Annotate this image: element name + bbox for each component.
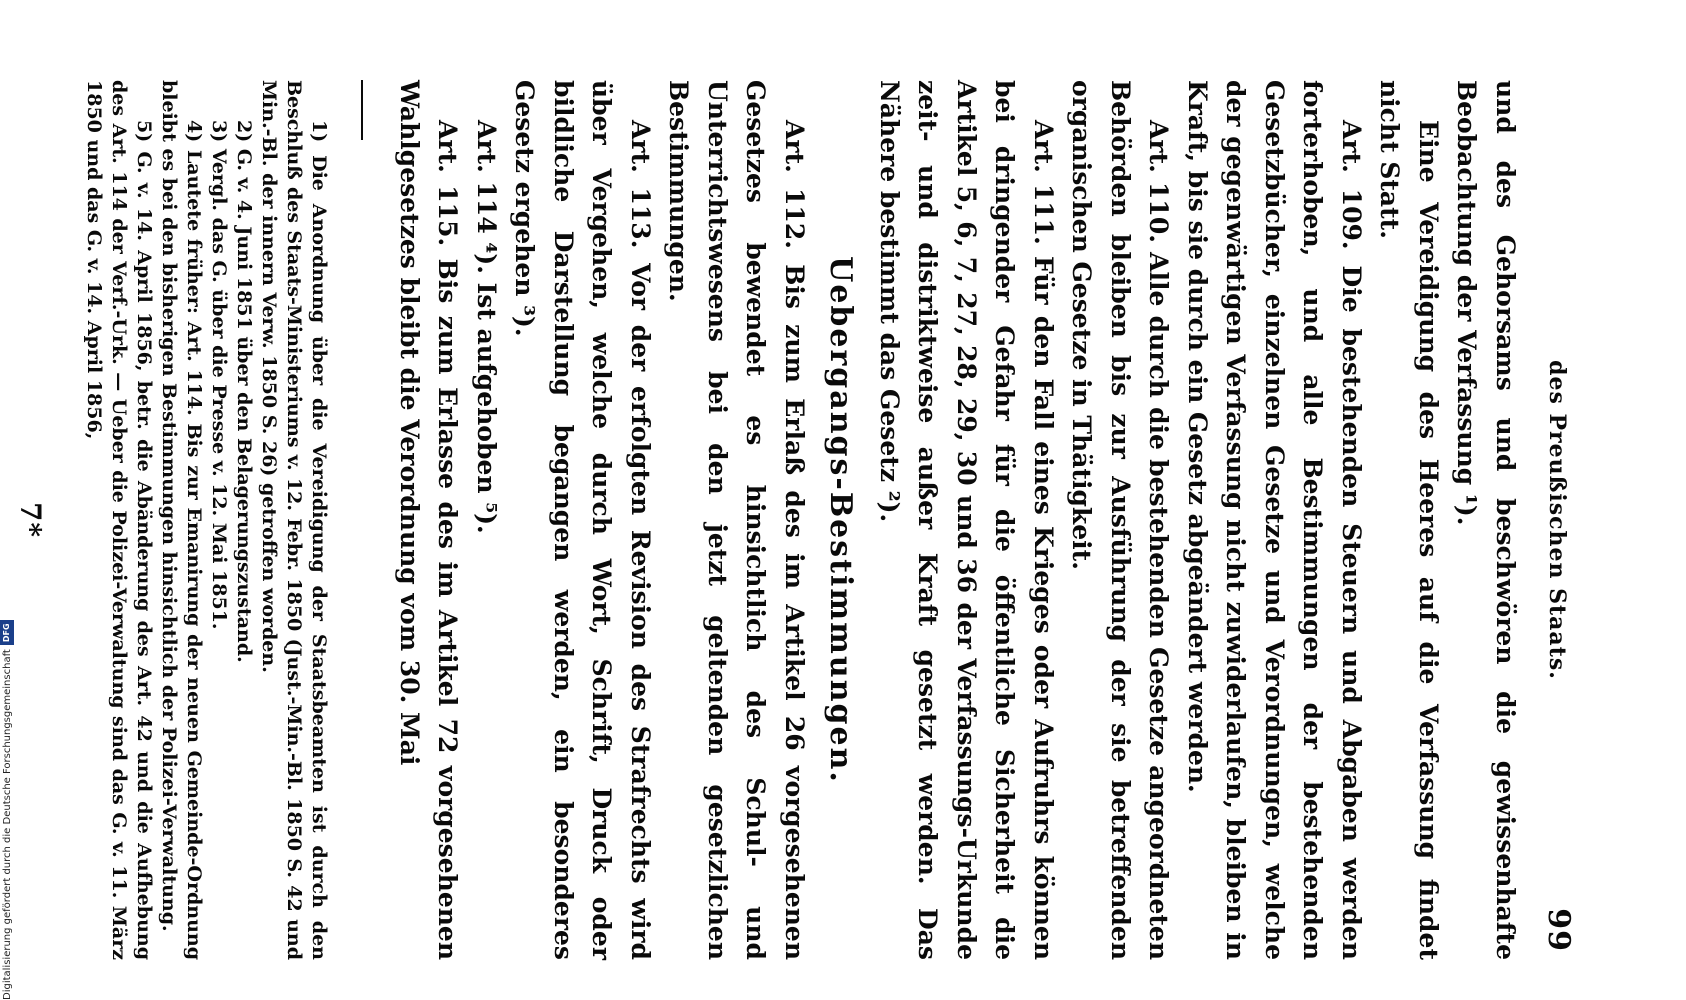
paragraph-army-oath: Eine Vereidigung des Heeres auf die Verfassung findet nicht Statt. [1375, 80, 1443, 960]
paragraph-oath-end: und des Gehorsams und beschwören die gewissenhafte Beobachtung der Verfassung ¹). [1452, 80, 1520, 960]
sheet-signature: 7* [14, 501, 48, 539]
dfg-logo-icon: DFG [0, 620, 14, 645]
article-115: Art. 115. Bis zum Erlasse des im Artikel 72 vorgesehenen Wahlgesetzes bleibt die Verordnung vom 30. Mai [395, 80, 463, 960]
article-113: Art. 113. Vor der erfolgten Revision des Strafrechts wird über Vergehen, welche durch Wort, Schrift, Druck oder bildliche Darstellung begangen werden, ein besonderes Gesetz ergehen ³). [510, 80, 655, 960]
footnote-1: 1) Die Anordnung über die Vereidigung der Staatsbeamten ist durch den Beschluß des Staats-Ministeriums v. 12. Febr. 1850 (Just.-Min.-Bl. 1850 S. 42 und Min.-Bl. der innern Verw. 1850 S. 26) getroffen worden. [258, 80, 331, 960]
article-112: Art. 112. Bis zum Erlaß des im Artikel 26 vorgesehenen Gesetzes bewendet es hinsichtlich des Schul- und Unterrichtswesens bei den jetzt geltenden gesetzlichen Bestimmungen. [664, 80, 809, 960]
footnotes [82, 80, 332, 960]
article-109: Art. 109. Die bestehenden Steuern und Abgaben werden forterhoben, und alle Bestimmungen der bestehenden Gesetzbücher, einzelnen Gesetze und Verordnungen, welche der gegenwärtigen Verfassung nicht zuwiderlaufen, bleiben in Kraft, bis sie durch ein Gesetz abgeändert werden. [1183, 80, 1366, 960]
book-page [14, 80, 1580, 960]
running-title: des Preußischen Staats. [1544, 360, 1570, 680]
footnote-3: 3) Vergl. das G. über die Presse v. 12. Mai 1851. [208, 120, 231, 630]
rotated-print [14, 80, 1580, 960]
article-111: Art. 111. Für den Fall eines Krieges oder Aufruhrs können bei dringender Gefahr für die öffentliche Sicherheit die Artikel 5, 6, 7, 27, 28, 29, 30 und 36 der Verfassungs-Urkunde zeit- und distriktweise außer Kraft gesetzt werden. Das Nähere bestimmt das Gesetz ²). [875, 80, 1058, 960]
article-114: Art. 114 ⁴). Ist aufgehoben ⁵). [472, 120, 501, 534]
footnote-divider [362, 80, 364, 140]
running-head [1524, 80, 1580, 960]
page-number: 99 [1541, 908, 1576, 952]
article-110: Art. 110. Alle durch die bestehenden Gesetze angeordneten Behörden bleiben bis zur Ausführung der sie betreffenden organischen Gesetze in Thätigkeit. [1067, 80, 1174, 960]
section-heading: Uebergangs-Bestimmungen. [823, 256, 859, 784]
footnote-2: 2) G. v. 4. Juni 1851 über den Belagerungszustand. [233, 120, 256, 663]
footnote-4: 4) Lautete früher: Art. 114. Bis zur Emanirung der neuen Gemeinde-Ordnung bleibt es bei den bisherigen Bestimmungen hinsichtlich der Polizei-Verwaltung. [158, 80, 206, 960]
main-text [390, 80, 1525, 960]
footnote-5: 5) G. v. 14. April 1856, betr. die Abänderung des Art. 42 und die Aufhebung des Art. 114 der Verf.-Urk. — Ueber die Polizei-Verwaltung sind das G. v. 11. März 1850 und das G. v. 14. April 1856, [83, 80, 156, 960]
credit-text: Digitalisierung gefördert durch die Deutsche Forschungsgemeinschaft [1, 649, 13, 1000]
digitization-credit [0, 610, 14, 1000]
